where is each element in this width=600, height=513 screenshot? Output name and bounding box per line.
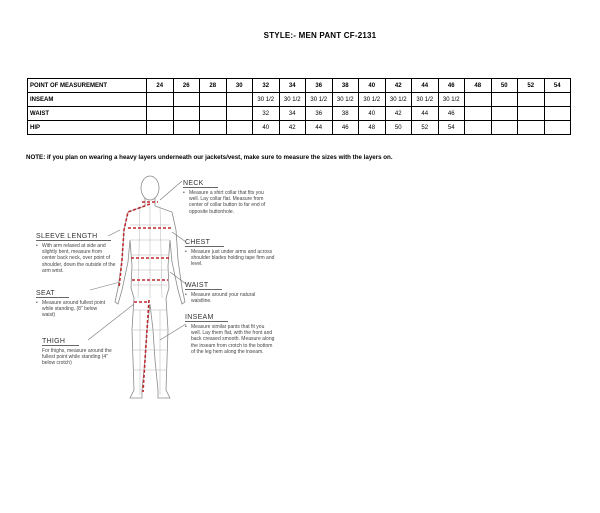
table-cell: 30 1/2 (438, 93, 465, 107)
size-col: 36 (306, 79, 333, 93)
size-col: 46 (438, 79, 465, 93)
waist-leader (170, 272, 186, 284)
inseam-text: • Measure similar pants that fit you well. Lay them flat, with the front and back creased smooth. Measure along the inseam from crotch to the bottom of the leg hem along the inseam. (191, 324, 275, 355)
sleeve-text: • With arm relaxed at side and slightly bent, measure from center back neck, over point of shoulder, down the outside of the arm wrist. (42, 243, 116, 274)
size-col: 34 (279, 79, 306, 93)
seat-title: SEAT (36, 290, 69, 298)
inseam-title: INSEAM (185, 314, 228, 322)
size-col: 40 (359, 79, 386, 93)
seat-guide (36, 282, 106, 319)
thigh-title: THIGH (42, 338, 79, 346)
waist-text: • Measure around your natural waistline. (191, 292, 275, 304)
chest-leader (172, 232, 186, 242)
chest-text: • Measure just under arms and across shoulder blades holding tape firm and level. (191, 249, 275, 268)
table-cell: 30 1/2 (332, 93, 359, 107)
chest-title: CHEST (185, 239, 224, 247)
neck-title: NECK (183, 180, 218, 188)
size-col: 38 (332, 79, 359, 93)
table-cell: 30 1/2 (412, 93, 439, 107)
size-col: 32 (253, 79, 280, 93)
size-col: 50 (491, 79, 518, 93)
sleeve-guide (36, 225, 116, 274)
table-cell: 46 (332, 121, 359, 135)
waist-guide (185, 274, 275, 304)
row-label: WAIST (28, 107, 147, 121)
size-col: 52 (518, 79, 545, 93)
table-cell: 44 (412, 107, 439, 121)
sleeve-title: SLEEVE LENGTH (36, 233, 111, 241)
page-title: STYLE:- MEN PANT CF-2131 (263, 31, 377, 40)
table-cell: 32 (253, 107, 280, 121)
thigh-text: For thighs, measure around the fullest point while standing (4" below crotch) (42, 348, 112, 367)
table-cell: 30 1/2 (359, 93, 386, 107)
table-cell: 42 (385, 107, 412, 121)
table-cell: 30 1/2 (385, 93, 412, 107)
size-col: 24 (147, 79, 174, 93)
neck-guide (183, 172, 273, 215)
table-cell: 50 (385, 121, 412, 135)
chest-guide (185, 231, 275, 268)
table-cell: 44 (306, 121, 333, 135)
size-col: 48 (465, 79, 492, 93)
table-cell: 30 1/2 (279, 93, 306, 107)
row-label: INSEAM (28, 93, 147, 107)
size-col: 30 (226, 79, 253, 93)
seat-text: • Measure around fullest point while standing. (8" below waist) (42, 300, 106, 319)
table-cell: 54 (438, 121, 465, 135)
table-cell: 48 (359, 121, 386, 135)
thigh-guide (42, 330, 122, 367)
table-cell: 30 1/2 (306, 93, 333, 107)
table-cell: 38 (332, 107, 359, 121)
waist-title: WAIST (185, 282, 222, 290)
neck-leader (160, 181, 182, 200)
table-cell: 52 (412, 121, 439, 135)
inseam-guide (185, 306, 275, 355)
table-cell: 46 (438, 107, 465, 121)
table-cell: 42 (279, 121, 306, 135)
table-cell: 30 1/2 (253, 93, 280, 107)
neck-text: • Measure a shirt collar that fits you well. Lay collar flat. Measure from center of collar button to far end of opposite buttonhole. (189, 190, 273, 215)
layering-note: NOTE: if you plan on wearing a heavy layers underneath our jackets/vest, make sure to measure the sizes with the layers on. (26, 154, 393, 161)
table-cell: 40 (359, 107, 386, 121)
size-col: 28 (200, 79, 227, 93)
size-col: 44 (412, 79, 439, 93)
size-col: 54 (544, 79, 571, 93)
size-col: 42 (385, 79, 412, 93)
table-cell: 36 (306, 107, 333, 121)
table-cell: 40 (253, 121, 280, 135)
inseam-leader (160, 324, 186, 340)
table-cell: 34 (279, 107, 306, 121)
header-label: POINT OF MEASUREMENT (28, 79, 147, 93)
row-label: HIP (28, 121, 147, 135)
size-col: 26 (173, 79, 200, 93)
